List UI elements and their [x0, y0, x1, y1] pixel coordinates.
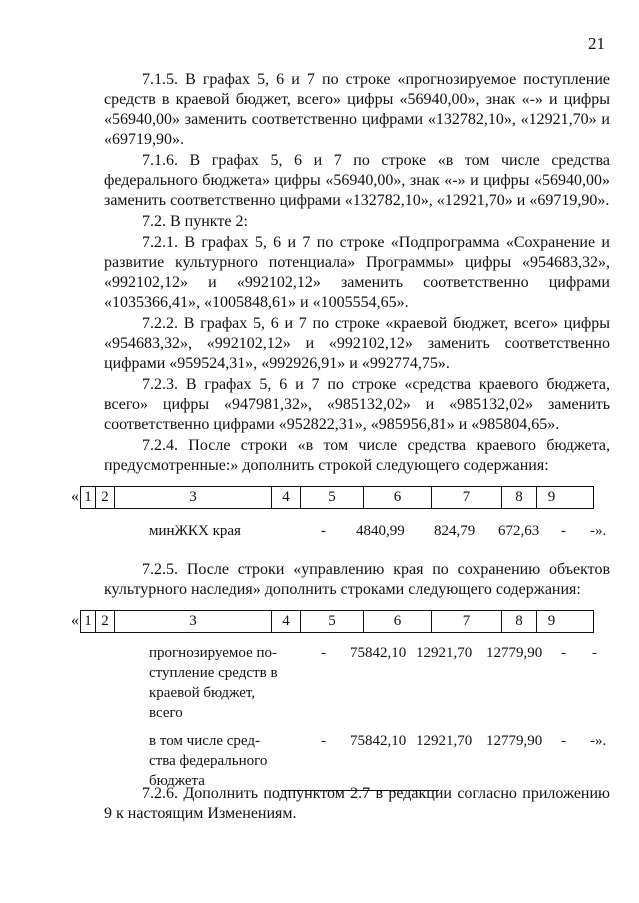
cell-col-5: 75842,10 — [350, 733, 407, 749]
cell-col-7: 672,63 — [498, 523, 540, 539]
cell-col-3: минЖКХ края — [149, 523, 241, 539]
cell-col-5: 75842,10 — [350, 645, 407, 661]
paragraph-7-2-6: 7.2.6. Дополнить подпунктом 2.7 в редакции согласно приложению 9 к настоящим Изменениям. — [104, 785, 610, 822]
cell-col-6: 824,79 — [434, 523, 476, 539]
cell-col-9: - — [592, 645, 597, 661]
cell-line: ступление средств в — [149, 665, 278, 681]
cell-line: краевой бюджет, — [149, 685, 256, 701]
cell-line: ства федерального — [149, 753, 268, 769]
table-header-row — [80, 610, 594, 633]
insert-table-2 — [71, 610, 610, 789]
header-col-8: 8 — [501, 487, 536, 508]
cell-col-4: - — [321, 733, 326, 749]
cell-col-7: 12779,90 — [486, 645, 543, 661]
cell-col-9: -». — [590, 733, 607, 749]
table-row — [104, 521, 610, 541]
cell-col-8: - — [561, 523, 566, 539]
cell-col-6: 12921,70 — [416, 733, 473, 749]
cell-col-8: - — [561, 645, 566, 661]
header-col-6: 6 — [363, 487, 431, 508]
cell-col-4: - — [321, 523, 326, 539]
header-col-9: 9 — [536, 611, 566, 632]
cell-col-8: - — [561, 733, 566, 749]
cell-line: всего — [149, 705, 183, 721]
paragraph-7-2-2: 7.2.2. В графах 5, 6 и 7 по строке «краевой бюджет, всего» цифры «954683,32», «992102,12» и «992102,12» заменить соответственно цифрами «959524,31», «992926,91» и «992774,75». — [104, 315, 610, 372]
table-header-row — [80, 486, 594, 509]
header-col-4: 4 — [271, 611, 300, 632]
table-row — [104, 731, 610, 793]
page-number: 21 — [588, 34, 605, 53]
cell-col-4: - — [321, 645, 326, 661]
cell-col-9: -». — [590, 523, 607, 539]
paragraph-7-2-5: 7.2.5. После строки «управлению края по сохранению объектов культурного наследия» дополнить строками следующего содержания: — [104, 561, 610, 598]
cell-line: прогнозируемое по- — [149, 645, 278, 661]
cell-line: в том числе сред- — [149, 733, 261, 749]
paragraph-7-1-5: 7.1.5. В графах 5, 6 и 7 по строке «прогнозируемое поступление средств в краевой бюджет, всего» цифры «56940,00», знак «-» и цифры «56940,00» заменить соответственно цифрами «132782,10», «12921,70» и «69719,90». — [104, 71, 610, 148]
cell-col-6: 12921,70 — [416, 645, 473, 661]
header-col-8: 8 — [501, 611, 536, 632]
end-separator-line — [281, 790, 439, 791]
cell-col-3 — [149, 731, 284, 791]
header-col-2: 2 — [95, 487, 114, 508]
header-col-3: 3 — [114, 487, 271, 508]
opening-quote: « — [71, 488, 79, 505]
paragraph-7-2: 7.2. В пункте 2: — [142, 213, 248, 230]
header-col-9: 9 — [536, 487, 566, 508]
header-col-4: 4 — [271, 487, 300, 508]
cell-col-5: 4840,99 — [356, 523, 405, 539]
paragraph-7-2-1: 7.2.1. В графах 5, 6 и 7 по строке «Подпрограмма «Сохранение и развитие культурного потенциала» Программы» цифры «954683,32», «992102,12» и «992102,12» заменить соответственно цифрами «1035366,41», «1005848,61» и «1005554,65». — [104, 234, 610, 311]
paragraph-7-2-4: 7.2.4. После строки «в том числе средства краевого бюджета, предусмотренные:» дополнить строкой следующего содержания: — [104, 437, 610, 474]
header-col-7: 7 — [431, 487, 501, 508]
header-col-5: 5 — [300, 487, 363, 508]
header-col-3: 3 — [114, 611, 271, 632]
header-col-1: 1 — [84, 489, 92, 505]
header-col-6: 6 — [363, 611, 431, 632]
cell-col-3 — [149, 643, 284, 723]
header-col-7: 7 — [431, 611, 501, 632]
cell-line: бюджета — [149, 773, 205, 789]
paragraph-7-1-6: 7.1.6. В графах 5, 6 и 7 по строке «в том числе средства федерального бюджета» цифры «56940,00», знак «-» и цифры «56940,00» заменить соответственно цифрами «132782,10», «12921,70» и «69719,90». — [104, 152, 610, 209]
opening-quote: « — [71, 612, 79, 629]
insert-table-1 — [71, 486, 610, 539]
document-body — [71, 70, 610, 825]
cell-col-7: 12779,90 — [486, 733, 543, 749]
header-col-2: 2 — [95, 611, 114, 632]
header-col-5: 5 — [300, 611, 363, 632]
table-row — [104, 643, 610, 725]
paragraph-7-2-3: 7.2.3. В графах 5, 6 и 7 по строке «средства краевого бюджета, всего» цифры «947981,32», «985132,02» и «985132,02» заменить соответственно цифрами «952822,31», «985956,81» и «985804,65». — [104, 376, 610, 433]
header-col-1: 1 — [84, 613, 92, 629]
